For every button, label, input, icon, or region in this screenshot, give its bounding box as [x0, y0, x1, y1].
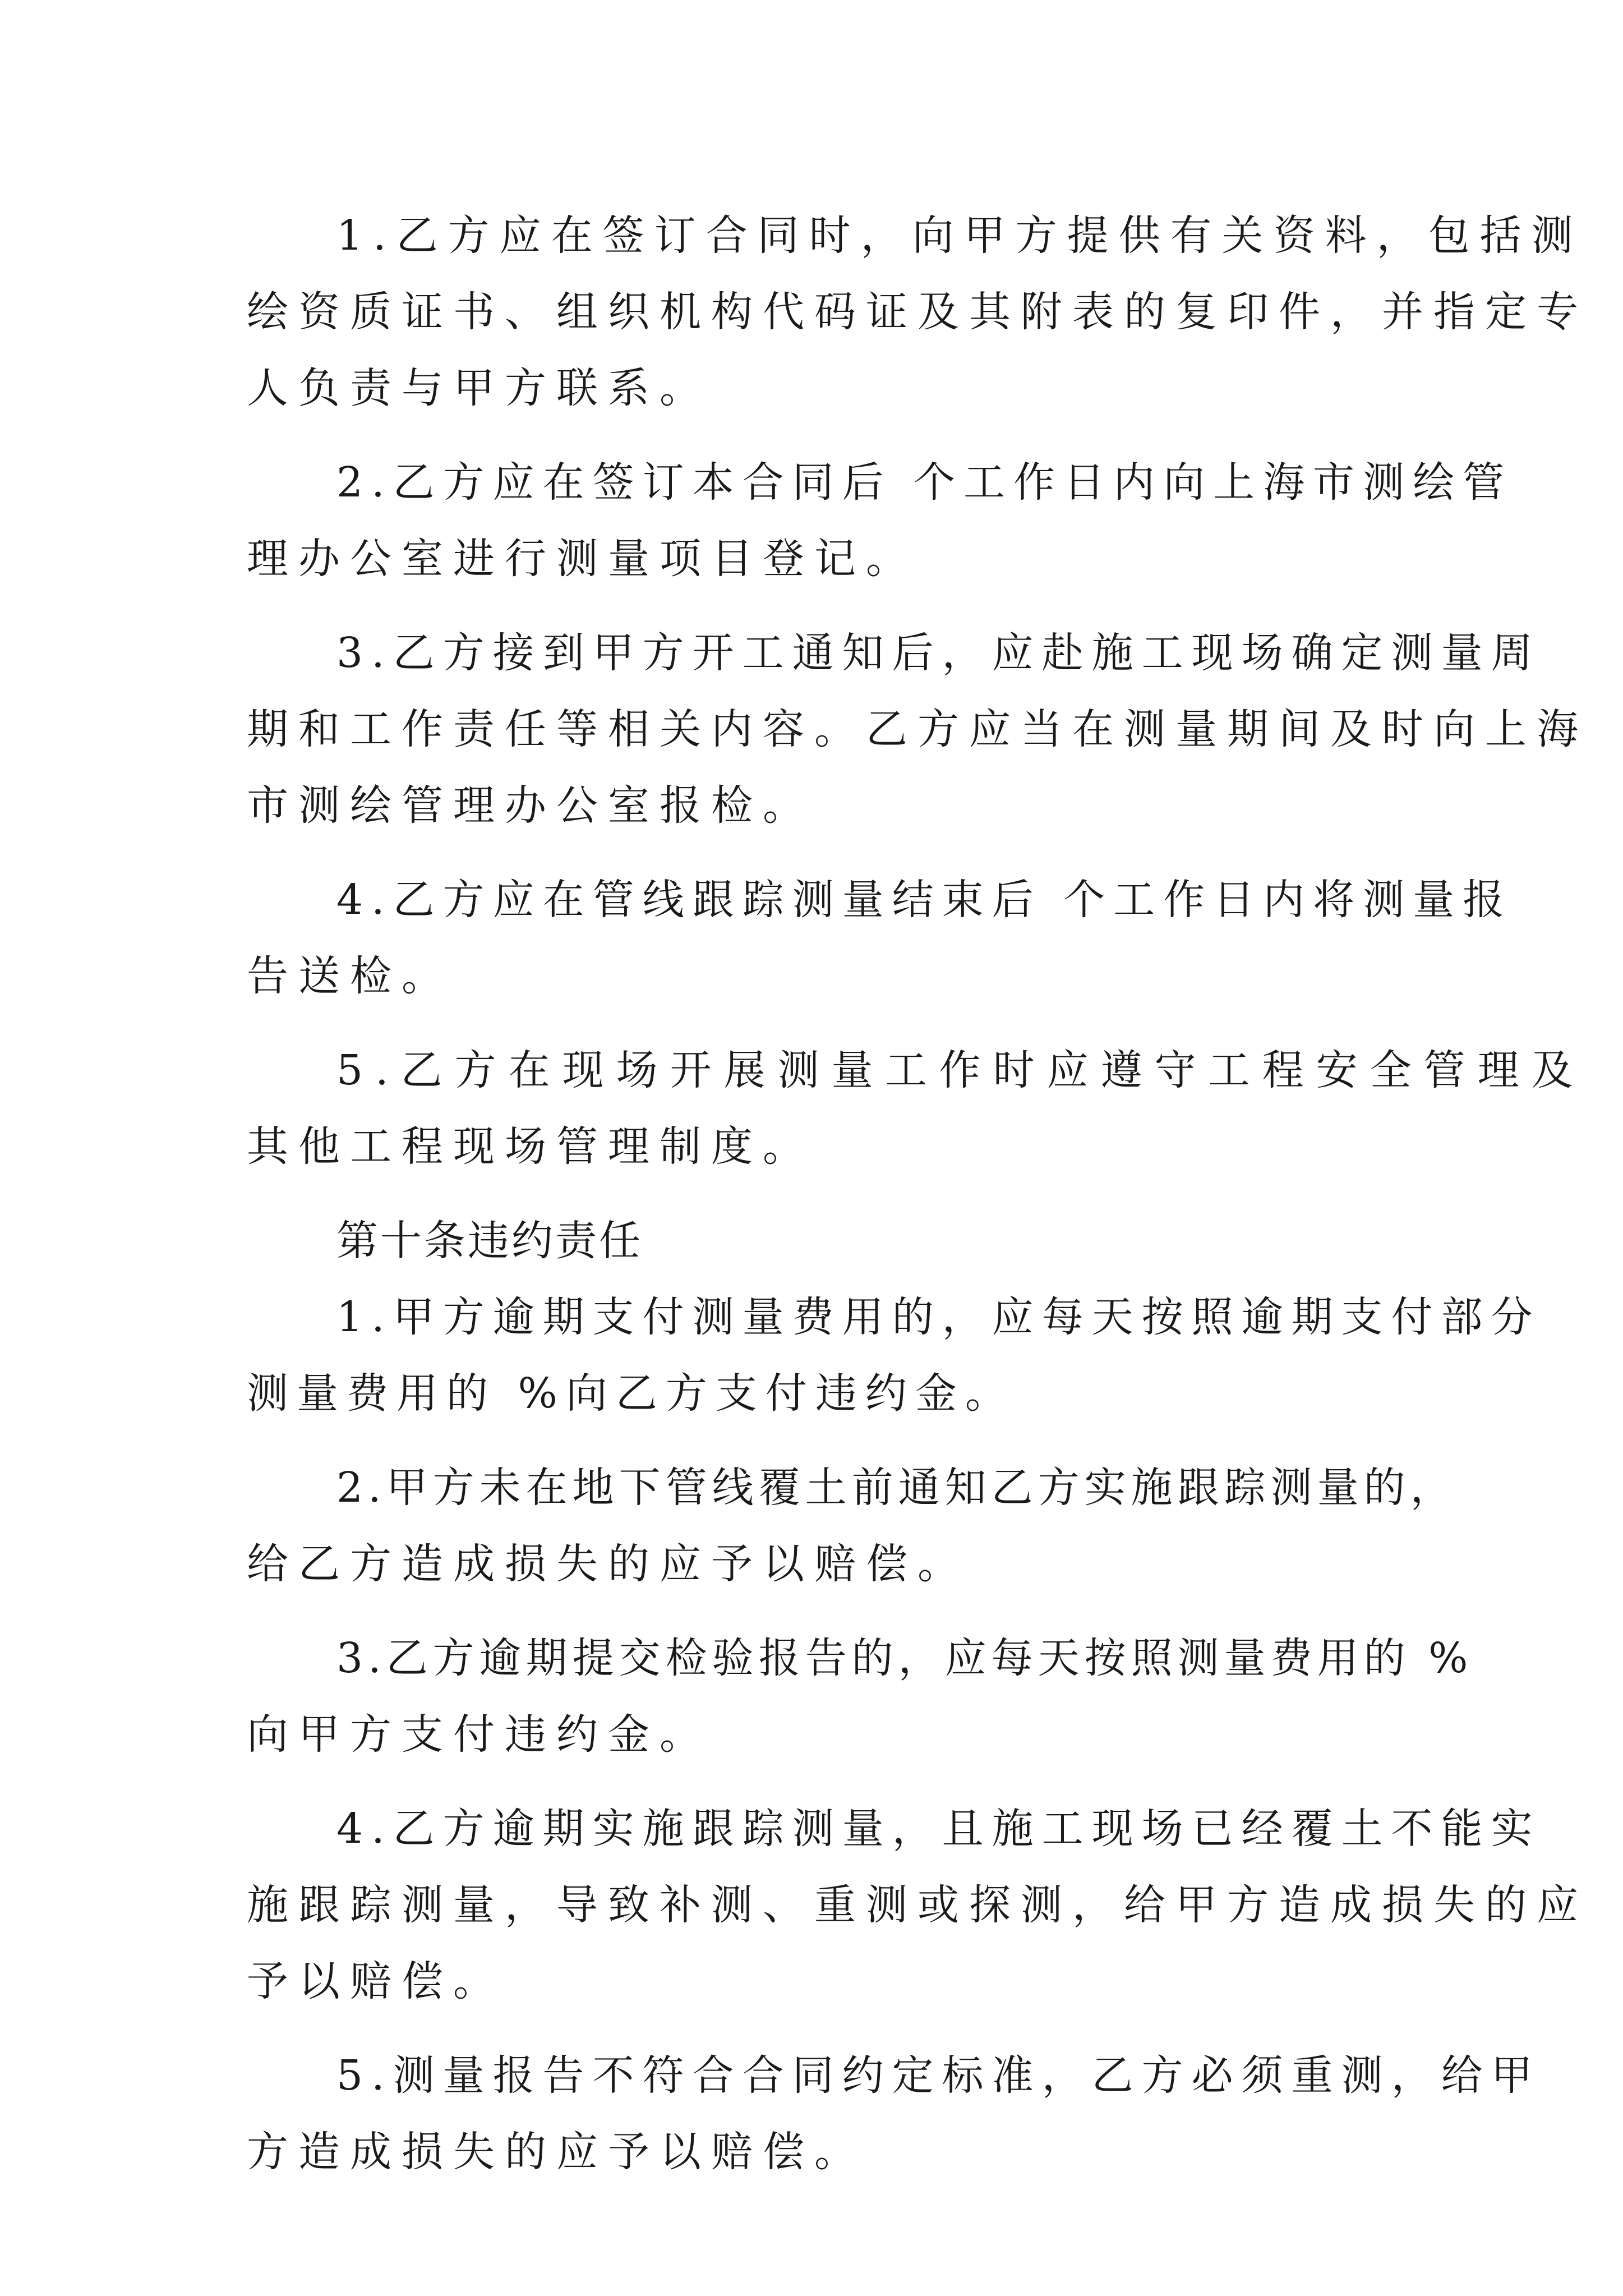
text-line: 告送检。 [247, 952, 453, 1000]
text-line: 绘资质证书、组织机构代码证及其附表的复印件，并指定专 [247, 288, 1588, 336]
text-line: 市测绘管理办公室报检。 [247, 781, 814, 830]
text-line: 4.乙方应在管线跟踪测量结束后 个工作日内将测量报 [336, 876, 1513, 924]
text-line: 其他工程现场管理制度。 [247, 1122, 814, 1171]
text-line: 给乙方造成损失的应予以赔偿。 [247, 1540, 969, 1588]
text-line: 期和工作责任等相关内容。乙方应当在测量期间及时向上海 [247, 705, 1588, 753]
text-line: 3.乙方逾期提交检验报告的，应每天按照测量费用的 % [336, 1634, 1473, 1682]
text-line: 2.乙方应在签订本合同后 个工作日内向上海市测绘管 [336, 458, 1513, 507]
text-line: 2.甲方未在地下管线覆土前通知乙方实施跟踪测量的， [336, 1464, 1457, 1512]
text-line: 1.甲方逾期支付测量费用的，应每天按照逾期支付部分 [336, 1293, 1541, 1341]
text-line: 5.测量报告不符合合同约定标准，乙方必须重测，给甲 [336, 2051, 1541, 2100]
text-line: 4.乙方逾期实施跟踪测量，且施工现场已经覆土不能实 [336, 1805, 1541, 1853]
text-line: 施跟踪测量，导致补测、重测或探测，给甲方造成损失的应 [247, 1881, 1588, 1929]
text-line: 予以赔偿。 [247, 1957, 505, 2005]
text-line: 5.乙方在现场开展测量工作时应遵守工程安全管理及 [336, 1046, 1585, 1094]
text-line: 测量费用的 %向乙方支付违约金。 [247, 1369, 1015, 1418]
text-line: 理办公室进行测量项目登记。 [247, 535, 917, 583]
text-line: 人负责与甲方联系。 [247, 364, 711, 412]
text-line: 向甲方支付违约金。 [247, 1710, 711, 1759]
text-line: 1.乙方应在签订合同时，向甲方提供有关资料，包括测 [336, 211, 1583, 260]
text-line: 第十条违约责任 [336, 1217, 643, 1265]
text-line: 3.乙方接到甲方开工通知后，应赴施工现场确定测量周 [336, 629, 1541, 677]
text-line: 方造成损失的应予以赔偿。 [247, 2128, 866, 2176]
